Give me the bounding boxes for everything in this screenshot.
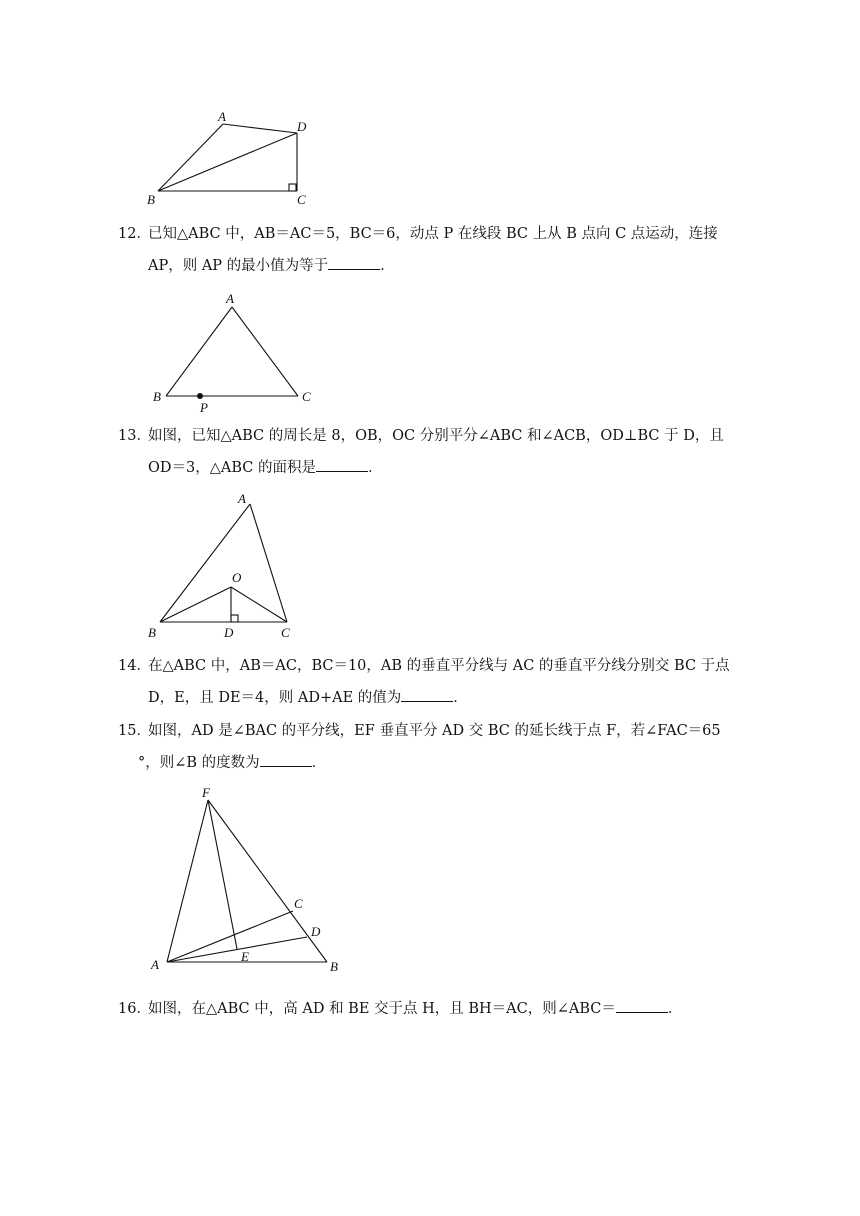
question-text: 已知△ABC 中，AB＝AC＝5，BC＝6，动点 P 在线段 BC 上从 B 点向 C 点运动，连接: [148, 226, 718, 242]
question-13-line2: [118, 452, 738, 484]
label-b: B: [330, 959, 338, 974]
question-13-line1: [118, 420, 738, 452]
question-end: ．: [368, 460, 383, 476]
question-text: 如图，在△ABC 中，高 AD 和 BE 交于点 H，且 BH＝AC，则∠ABC＝: [148, 1001, 616, 1017]
question-text: °，则∠B 的度数为: [138, 755, 260, 771]
label-c: C: [302, 389, 311, 404]
question-13: [118, 420, 738, 484]
label-a: A: [218, 109, 226, 124]
label-c: C: [281, 625, 290, 640]
answer-blank[interactable]: [328, 255, 380, 270]
question-16: [118, 993, 738, 1025]
question-text: D，E，且 DE＝4，则 AD+AE 的值为: [148, 690, 402, 706]
label-a: A: [151, 957, 159, 972]
figure-triangle-abc-o: [144, 488, 314, 643]
question-16-line1: [118, 993, 738, 1025]
label-f: F: [202, 785, 210, 800]
question-12-line1: [118, 218, 738, 250]
question-end: ．: [667, 1001, 683, 1017]
answer-blank[interactable]: [260, 752, 312, 767]
label-d: D: [297, 119, 307, 134]
question-text: 在△ABC 中，AB＝AC，BC＝10，AB 的垂直平分线与 AC 的垂直平分线分别交 BC 于点: [148, 658, 730, 674]
question-text: OD＝3，△ABC 的面积是: [148, 460, 316, 476]
question-text: 如图，已知△ABC 的周长是 8，OB，OC 分别平分∠ABC 和∠ACB，OD⊥BC 于 D，且: [148, 428, 724, 444]
question-number: 14．: [118, 658, 151, 674]
label-a: A: [226, 291, 234, 306]
question-15-line1: [118, 715, 738, 747]
question-12: [118, 218, 738, 282]
label-d: D: [224, 625, 234, 640]
label-a: A: [238, 491, 246, 506]
label-b: B: [153, 389, 161, 404]
question-number: 13．: [118, 428, 151, 444]
label-c: C: [297, 192, 306, 207]
figure-quadrilateral-abcd: [140, 104, 320, 214]
question-14-line2: [118, 682, 738, 714]
question-12-line2: [118, 250, 738, 282]
question-14: [118, 650, 738, 714]
label-b: B: [148, 625, 156, 640]
label-o: O: [232, 570, 242, 585]
question-text: AP，则 AP 的最小值为等于: [148, 258, 329, 274]
question-14-line1: [118, 650, 738, 682]
label-b: B: [147, 192, 155, 207]
answer-blank[interactable]: [316, 457, 368, 472]
figure-triangle-abc-p: [148, 288, 328, 418]
question-text: 如图，AD 是∠BAC 的平分线，EF 垂直平分 AD 交 BC 的延长线于点 F，若∠FAC＝65: [148, 723, 721, 739]
label-d: D: [311, 924, 321, 939]
answer-blank[interactable]: [616, 998, 668, 1013]
label-c: C: [294, 896, 303, 911]
label-p: P: [200, 400, 208, 415]
question-number: 12．: [118, 226, 151, 242]
question-15: [118, 715, 738, 779]
question-15-line2: [118, 747, 738, 779]
question-number: 15．: [118, 723, 151, 739]
answer-blank[interactable]: [401, 687, 453, 702]
question-number: 16．: [118, 1001, 151, 1017]
figure-triangle-abf: [145, 780, 355, 980]
label-e: E: [241, 949, 249, 964]
question-end: ．: [380, 258, 395, 274]
question-end: ．: [311, 755, 327, 771]
question-end: ．: [453, 690, 468, 706]
